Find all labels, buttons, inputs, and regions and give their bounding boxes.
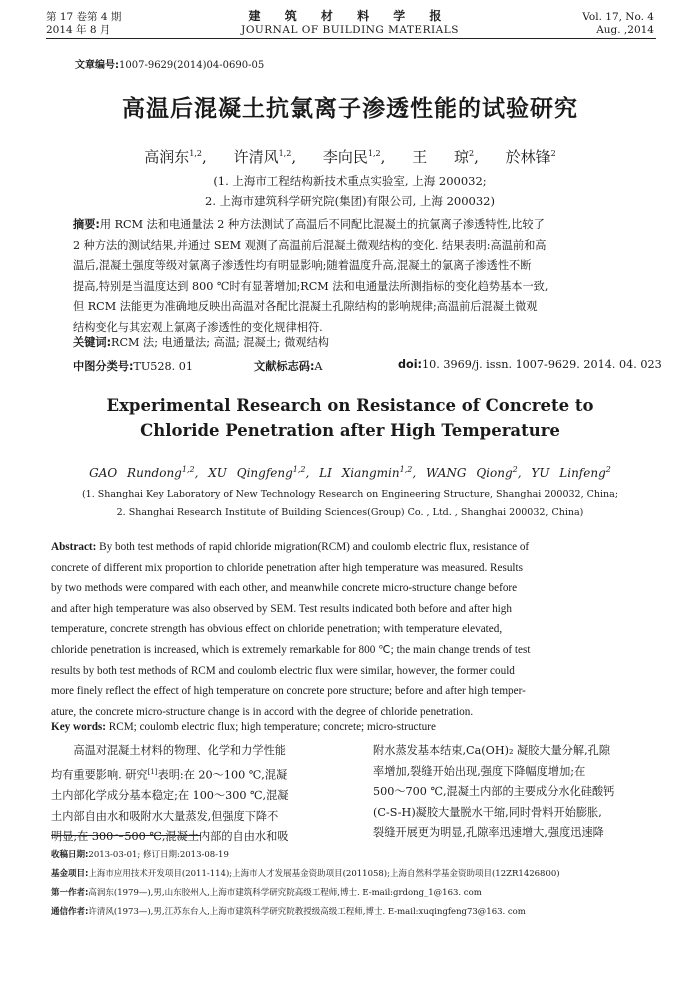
affiliation-en: 2. Shanghai Research Institute of Building Sciences(Group) Co. , Ltd. , Shanghai 200032, China) [116, 507, 584, 518]
author-cn: 许清风$^{1,2}$, [233, 148, 297, 166]
body-line: 高温对混凝土材料的物理、化学和力学性能 [51, 744, 286, 757]
title-cn: 高温后混凝土抗氯离子渗透性能的试验研究 [122, 96, 578, 122]
abstract-cn-label: 摘要: [73, 218, 100, 231]
author-cn: 高润东$^{1,2}$, [144, 148, 207, 166]
footnote-corresponding: 通信作者:许清风(1973—),男,江苏东台人,上海市建筑科学研究院教授级高级工程师,博士. E-mail:xuqingfeng73@163. com [51, 907, 526, 917]
footnote-funding: 基金项目:上海市应用技术开发项目(2011-114);上海市人才发展基金资助项目(2011058);上海自然科学基金资助项目(12ZR1426800) [51, 869, 560, 879]
body-column-left [51, 741, 323, 848]
abstract-en-line: more finely reflect the effect of high temperature on concrete pore structure; before and after high temper- [51, 685, 526, 698]
running-header-right [582, 11, 654, 37]
abstract-en-line: by two methods were compared with each other, and meanwhile concrete micro-structure change before [51, 582, 518, 595]
keywords-en-value: RCM; coulomb electric flux; high temperature; concrete; micro-structure [108, 721, 436, 733]
title-en-line: Experimental Research on Resistance of Concrete to [106, 396, 594, 415]
abstract-cn-line: 2 种方法的测试结果,并通过 SEM 观测了高温前后混凝土微观结构的变化. 结果表明:高温前和高 [73, 238, 547, 252]
author-en: GAO Rundong$^{1,2}$, [89, 465, 199, 480]
authors-en [0, 465, 700, 480]
abstract-en-line: ature, the concrete micro-structure change is in accord with the degree of chloride penetration. [51, 705, 474, 718]
keywords-en [51, 721, 436, 733]
author-en: LI Xiangmin$^{1,2}$, [319, 465, 417, 480]
author-en: YU Linfeng$^2$ [531, 465, 611, 480]
citation-ref[interactable]: [1] [147, 767, 158, 776]
affiliation-cn: 2. 上海市建筑科学研究院(集团)有限公司, 上海 200032) [205, 194, 495, 208]
header-rule [46, 38, 656, 39]
date-en: Aug. ,2014 [596, 24, 654, 36]
footnote-received: 收稿日期:2013-03-01; 修订日期:2013-08-19 [51, 850, 229, 860]
author-cn: 王 琼$^2$, [412, 148, 479, 166]
body-line: (C-S-H)凝胶大量脱水干缩,同时骨料开始膨胀, [373, 805, 602, 819]
keywords-cn-label: 关键词: [73, 336, 112, 349]
abstract-cn-line: 结构变化与其宏观上氯离子渗透性的变化规律相符. [73, 320, 323, 334]
clc-number: 中图分类号:TU528. 01 [73, 360, 194, 373]
abstract-cn [73, 215, 637, 339]
footnote-rule [51, 835, 201, 836]
abstract-en-line: temperature, concrete strength has obvious effect on chloride penetration; with temperature elevated, [51, 623, 503, 636]
keywords-cn-value: RCM 法; 电通量法; 高温; 混凝土; 微观结构 [111, 336, 329, 349]
abstract-en-line: concrete of different mix proportion to chloride penetration after high temperature was measured. Results [51, 561, 523, 574]
abstract-en-line: results by both test methods of RCM and coulomb electric flux were similar, however, the former could [51, 664, 515, 677]
doi: doi:10. 3969/j. issn. 1007-9629. 2014. 04. 023 [398, 358, 662, 371]
body-column-right [373, 741, 645, 844]
footnote-first-author: 第一作者:高润东(1979—),男,山东胶州人,上海市建筑科学研究院高级工程师,博士. E-mail:grdong_1@163. com [51, 888, 482, 898]
abstract-cn-line: 摘要:用 RCM 法和电通量法 2 种方法测试了高温后不同配比混凝土的抗氯离子渗透特性,比较了 [73, 218, 545, 231]
body-line: 500～700 ℃,混凝土内部的主要成分水化硅酸钙 [373, 785, 615, 799]
article-number-label: 文章编号: [75, 60, 119, 71]
affiliation-cn: (1. 上海市工程结构新技术重点实验室, 上海 200032; [213, 174, 487, 188]
journal-name-cn: 建 筑 材 料 学 报 [248, 9, 452, 23]
article-number [75, 56, 264, 71]
abstract-en-line: Abstract: By both test methods of rapid chloride migration(RCM) and coulomb electric flux, resistance of [51, 541, 530, 553]
body-line: 裂缝开展更为明显,孔隙率迅速增大,强度迅速降 [373, 826, 604, 840]
title-en-line: Chloride Penetration after High Temperature [140, 421, 560, 440]
author-en: WANG Qiong$^2$, [426, 465, 522, 480]
abstract-en-line: chloride penetration is increased, which is extremely remarkable for 800 ℃; the main change trends of test [51, 643, 531, 656]
keywords-en-label: Key words: [51, 721, 106, 733]
author-cn: 李向民$^{1,2}$, [322, 148, 386, 166]
affiliation-en: (1. Shanghai Key Laboratory of New Technology Research on Engineering Structure, Shanghai 200032, China; [81, 489, 619, 500]
abstract-cn-line: 提高,特别是当温度达到 800 ℃时有显著增加;RCM 法和电通量法所测指标的变化趋势基本一致, [73, 279, 549, 293]
abstract-cn-line: 温后,混凝土强度等级对氯离子渗透性均有明显影响;随着温度升高,混凝土的氯离子渗透性不断 [73, 259, 532, 273]
document-code: 文献标志码:A [254, 360, 323, 373]
body-line: 率增加,裂缝开始出现,强度下降幅度增加;在 [373, 764, 586, 778]
body-line: 土内部化学成分基本稳定;在 100～300 ℃,混凝 [51, 788, 289, 802]
body-line: 明显;在 300～500 ℃,混凝土内部的自由水和吸 [51, 830, 289, 844]
keywords-cn [73, 334, 329, 350]
volume-issue-cn: 第 17 卷第 4 期 [46, 11, 122, 23]
abstract-cn-line: 但 RCM 法能更为准确地反映出高温对各配比混凝土孔隙结构的影响规律;高温前后混凝土微观 [73, 300, 538, 314]
article-number-value: 1007-9629(2014)04-0690-05 [119, 60, 265, 71]
body-line: 均有重要影响. 研究[1]表明:在 20～100 ℃,混凝 [51, 767, 288, 782]
body-line: 附水蒸发基本结束,Ca(OH)₂ 凝胶大量分解,孔隙 [373, 744, 611, 757]
authors-cn [0, 146, 700, 167]
journal-name-en: JOURNAL OF BUILDING MATERIALS [241, 24, 459, 36]
author-en: XU Qingfeng$^{1,2}$, [208, 465, 310, 480]
date-cn: 2014 年 8 月 [46, 24, 111, 36]
abstract-en-line: and after high temperature was also observed by SEM. Test results indicated both before and after high [51, 602, 512, 615]
author-cn: 於林锋$^2$ [505, 148, 556, 166]
body-line: 土内部自由水和吸附水大量蒸发,但强度下降不 [51, 809, 279, 823]
abstract-en [51, 537, 662, 722]
volume-issue-en: Vol. 17, No. 4 [582, 11, 654, 23]
abstract-en-label: Abstract: [51, 541, 97, 553]
